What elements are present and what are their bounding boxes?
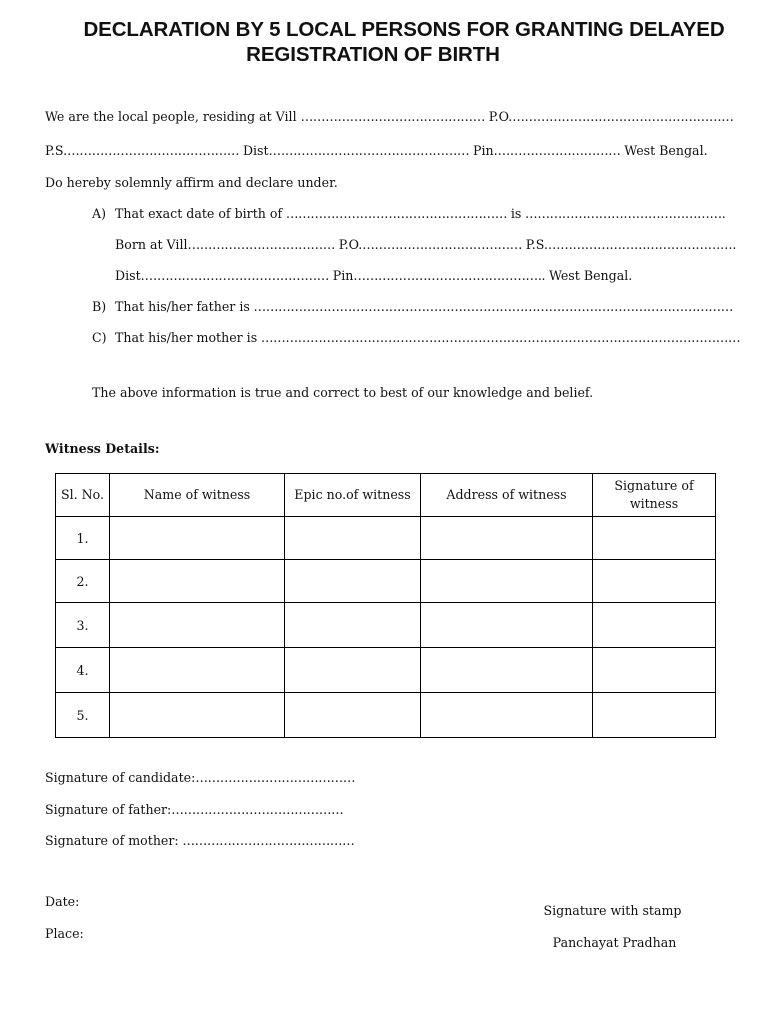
- row-number: 3.: [56, 603, 110, 648]
- dist-blank: …………………………………………: [272, 143, 473, 158]
- witness-name-cell: [110, 560, 285, 603]
- witness-name-cell: [110, 517, 285, 560]
- address-cell: [421, 560, 593, 603]
- stamp-label: Signature with stamp: [543, 903, 682, 918]
- clause-c-marker: C): [92, 330, 107, 345]
- father-name-blank: ………………………………………………………………………………………………………: [249, 299, 733, 314]
- place-label: Place:: [45, 926, 84, 941]
- signature-cell: [593, 560, 716, 603]
- mother-name-blank: ………………………………………………………………………………………………………: [257, 330, 741, 345]
- clause-b-text: That his/her father is: [115, 299, 250, 314]
- witness-name-cell: [110, 693, 285, 738]
- epic-no-cell: [285, 693, 421, 738]
- col-epic-no: Epic no.of witness: [285, 474, 421, 517]
- clause-a: [115, 206, 725, 221]
- witness-name-cell: [110, 603, 285, 648]
- address-line: [45, 143, 708, 158]
- witness-heading: Witness Details:: [45, 441, 160, 456]
- state-label: West Bengal.: [624, 143, 708, 158]
- clause-a-text: That exact date of birth of: [115, 206, 283, 221]
- table-row: [56, 560, 716, 603]
- row-number: 2.: [56, 560, 110, 603]
- address-cell: [421, 517, 593, 560]
- table-row: [56, 693, 716, 738]
- address-cell: [421, 648, 593, 693]
- father-signature-line: [45, 802, 343, 817]
- candidate-signature-label: Signature of candidate:: [45, 770, 196, 785]
- epic-no-cell: [285, 560, 421, 603]
- mother-signature-blank: ……………………………………: [178, 833, 355, 848]
- title-line-2: REGISTRATION OF BIRTH: [246, 43, 500, 66]
- witness-name-cell: [110, 648, 285, 693]
- table-row: [56, 603, 716, 648]
- father-signature-label: Signature of father:: [45, 802, 172, 817]
- signature-cell: [593, 517, 716, 560]
- ps-blank: ……………………………………: [67, 143, 243, 158]
- birth-place-line: [115, 237, 736, 252]
- born-pin-blank: ………………………………………..: [353, 268, 549, 283]
- address-cell: [421, 603, 593, 648]
- address-cell: [421, 693, 593, 738]
- date-label: Date:: [45, 894, 80, 909]
- father-signature-blank: ……………………………………: [171, 802, 344, 817]
- clause-c-text: That his/her mother is: [115, 330, 258, 345]
- born-vill-blank: ………………………………: [187, 237, 339, 252]
- pin-blank: …………………………: [497, 143, 625, 158]
- is-label: is: [510, 206, 522, 221]
- epic-no-cell: [285, 648, 421, 693]
- born-ps-label: P.S.: [525, 237, 548, 252]
- mother-signature-line: [45, 833, 354, 848]
- witness-table: [55, 473, 716, 738]
- birth-name-blank: ………………………………………………: [282, 206, 511, 221]
- born-vill-label: Born at Vill: [115, 237, 188, 252]
- col-witness-address: Address of witness: [421, 474, 593, 517]
- table-row: [56, 648, 716, 693]
- ps-label: P.S.: [45, 143, 68, 158]
- clause-c: [115, 330, 740, 345]
- clause-b-marker: B): [92, 299, 107, 314]
- born-pin-label: Pin: [332, 268, 354, 283]
- residence-label: We are the local people, residing at Vill: [45, 109, 297, 124]
- pin-label: Pin.: [473, 143, 498, 158]
- po-blank: ………………………………………………: [512, 109, 734, 124]
- signature-cell: [593, 693, 716, 738]
- dist-label: Dist.: [242, 143, 273, 158]
- signature-cell: [593, 648, 716, 693]
- residence-line: [45, 109, 734, 124]
- born-ps-blank: ……………………………………….: [547, 237, 737, 252]
- born-dist-blank: ………………………………………: [144, 268, 333, 283]
- col-witness-name: Name of witness: [110, 474, 285, 517]
- candidate-signature-blank: …………………………………: [195, 770, 356, 785]
- clause-b: [115, 299, 733, 314]
- po-label: P.O.: [488, 109, 513, 124]
- born-po-label: P.O.: [338, 237, 363, 252]
- candidate-signature-line: [45, 770, 355, 785]
- signature-cell: [593, 603, 716, 648]
- pradhan-label: Panchayat Pradhan: [552, 935, 677, 950]
- epic-no-cell: [285, 517, 421, 560]
- document-title: [40, 17, 768, 67]
- col-witness-signature: Signature of witness: [593, 474, 716, 517]
- truth-statement: The above information is true and correct to best of our knowledge and belief.: [92, 385, 594, 400]
- row-number: 1.: [56, 517, 110, 560]
- birth-date-blank: ………………………………………….: [521, 206, 726, 221]
- title-line-1: DECLARATION BY 5 LOCAL PERSONS FOR GRANTING DELAYED: [83, 18, 725, 41]
- born-dist-label: Dist.: [115, 268, 145, 283]
- col-sl-no: Sl. No.: [56, 474, 110, 517]
- epic-no-cell: [285, 603, 421, 648]
- vill-blank: ………………………………………: [300, 109, 489, 124]
- mother-signature-label: Signature of mother:: [45, 833, 179, 848]
- clause-a-marker: A): [92, 206, 107, 221]
- born-state-label: West Bengal.: [548, 268, 633, 283]
- affirm-statement: Do hereby solemnly affirm and declare under.: [45, 175, 338, 190]
- witness-table-header: [56, 474, 716, 517]
- table-row: [56, 517, 716, 560]
- born-po-blank: …………………………………: [362, 237, 526, 252]
- row-number: 4.: [56, 648, 110, 693]
- birth-district-line: [115, 268, 632, 283]
- row-number: 5.: [56, 693, 110, 738]
